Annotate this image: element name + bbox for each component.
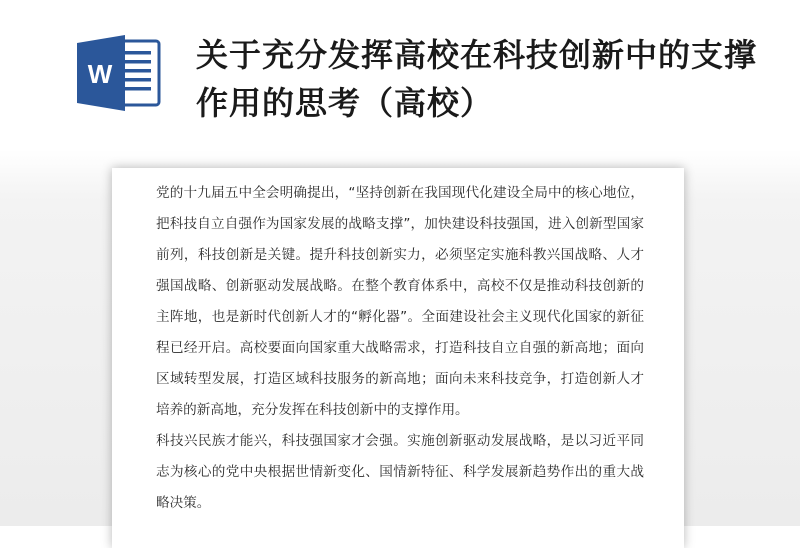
word-document-icon xyxy=(75,33,165,113)
svg-text:W: W xyxy=(87,59,113,89)
header xyxy=(0,0,800,140)
document-title: 关于充分发挥高校在科技创新中的支撑作用的思考（高校） xyxy=(196,36,758,122)
document-body xyxy=(156,178,644,519)
paragraph: 科技兴民族才能兴，科技强国家才会强。实施创新驱动发展战略，是以习近平同志为核心的党中央根据世情新变化、国情新特征、科学发展新趋势作出的重大战略决策。 xyxy=(156,433,644,511)
paragraph: 党的十九届五中全会明确提出，“坚持创新在我国现代化建设全局中的核心地位，把科技自立自强作为国家发展的战略支撑”，加快建设科技强国，进入创新型国家前列，科技创新是关键。提升科技创新实力，必须坚定实施科教兴国战略、人才强国战略、创新驱动发展战略。在整个教育体系中，高校不仅是推动科技创新的主阵地，也是新时代创新人才的“孵化器”。全面建设社会主义现代化国家的新征程已经开启。高校要面向国家重大战略需求，打造科技自立自强的新高地；面向区域转型发展，打造区域科技服务的新高地；面向未来科技竞争，打造创新人才培养的新高地，充分发挥在科技创新中的支撑作用。 xyxy=(156,185,644,418)
document-page xyxy=(112,168,684,548)
